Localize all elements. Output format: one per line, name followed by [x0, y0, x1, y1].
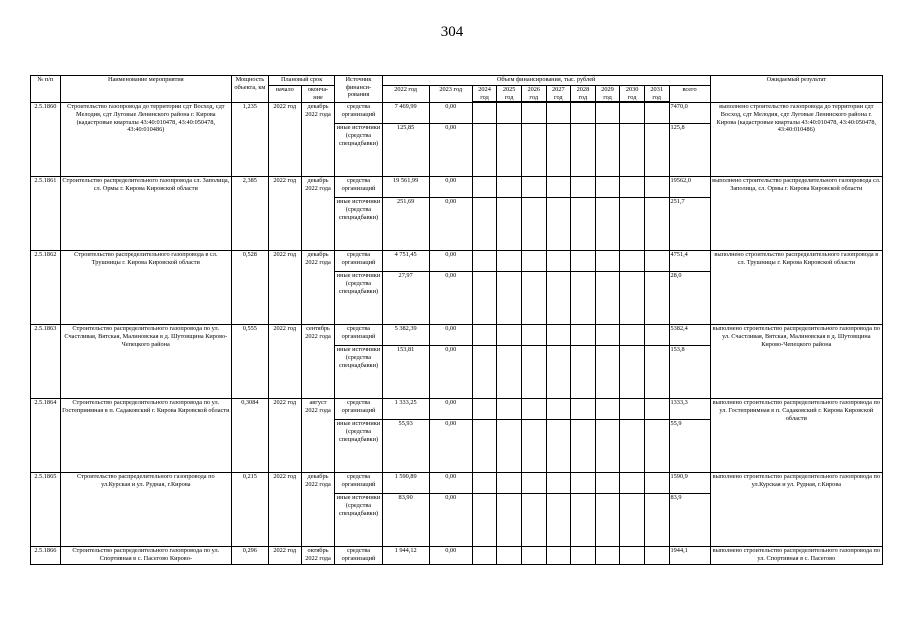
row-2023-2: 0,00	[429, 124, 472, 177]
row-source-2: иные источники (средства спецнадбавки)	[335, 346, 382, 399]
row-2022-2: 55,93	[382, 420, 429, 473]
row-name: Строительство распределительного газопровода сл. Заполица, сл. Ормы г. Кирова Кировской области	[60, 177, 231, 251]
financing-table	[30, 75, 883, 565]
row-total-1: 1944,1	[669, 547, 710, 565]
row-source-1: средства организаций	[335, 547, 382, 565]
row-2023-1: 0,00	[429, 399, 472, 420]
row-total-2: 28,0	[669, 272, 710, 325]
row-total-1: 7470,0	[669, 103, 710, 124]
header-start: начало	[268, 86, 301, 103]
row-capacity: 2,385	[231, 177, 268, 251]
table-header	[31, 76, 883, 103]
row-2022-1: 1 333,25	[382, 399, 429, 420]
row-num: 2.5.1860	[31, 103, 61, 177]
row-capacity: 0,296	[231, 547, 268, 565]
row-source-2: иные источники (средства спецнадбавки)	[335, 124, 382, 177]
header-2023: 2023 год	[429, 86, 472, 103]
row-2022-1: 5 382,39	[382, 325, 429, 346]
row-result: выполнено строительство распределительного газопровода по ул. Спортивная в с. Пасегово	[710, 547, 882, 565]
row-result: выполнено строительство распределительного газопровода в сл. Трушницы г. Кирова Кировской области	[710, 251, 882, 325]
header-volume: Объем финансирования, тыс. рублей	[382, 76, 710, 86]
row-end: декабрь 2022 года	[301, 473, 335, 547]
row-start: 2022 год	[268, 251, 301, 325]
row-num: 2.5.1861	[31, 177, 61, 251]
row-capacity: 0,215	[231, 473, 268, 547]
row-end: декабрь 2022 года	[301, 251, 335, 325]
header-2028: 2028 год	[571, 86, 596, 102]
header-result: Ожидаемый результат	[710, 76, 882, 103]
row-2023-1: 0,00	[429, 325, 472, 346]
header-2022: 2022 год	[382, 86, 429, 103]
row-num: 2.5.1863	[31, 325, 61, 399]
row-2023-2: 0,00	[429, 346, 472, 399]
row-2023-1: 0,00	[429, 177, 472, 198]
row-num: 2.5.1866	[31, 547, 61, 565]
row-total-1: 1590,9	[669, 473, 710, 494]
row-2022-1: 1 590,89	[382, 473, 429, 494]
row-end: декабрь 2022 года	[301, 103, 335, 177]
row-2023-2: 0,00	[429, 494, 472, 547]
row-name: Строительство распределительного газопровода по ул.Курская и ул. Рудная, г.Кирова	[60, 473, 231, 547]
row-total-1: 5382,4	[669, 325, 710, 346]
header-2027: 2027 год	[546, 86, 571, 102]
header-2031: 2031 год	[644, 86, 669, 102]
row-num: 2.5.1862	[31, 251, 61, 325]
row-2023-2: 0,00	[429, 198, 472, 251]
header-2029: 2029 год	[595, 86, 620, 102]
row-source-2: иные источники (средства спецнадбавки)	[335, 198, 382, 251]
row-source-2: иные источники (средства спецнадбавки)	[335, 494, 382, 547]
row-source-2: иные источники (средства спецнадбавки)	[335, 420, 382, 473]
row-num: 2.5.1865	[31, 473, 61, 547]
row-name: Строительство распределительного газопровода в сл. Трушницы г. Кирова Кировской области	[60, 251, 231, 325]
row-source-1: средства организаций	[335, 473, 382, 494]
row-capacity: 0,555	[231, 325, 268, 399]
row-2023-2: 0,00	[429, 420, 472, 473]
row-2023-2: 0,00	[429, 272, 472, 325]
header-name: Наименование мероприятия	[60, 76, 231, 103]
row-result: выполнено строительство газопровода до территории сдт Восход, сдт Мелодия, сдт Луговые Ленинского района г. Кирова (кадастровые кварталы 43:40:010478, 43:40:050478, 43:40:010486)	[710, 103, 882, 177]
page-number: 304	[440, 24, 464, 40]
row-total-1: 19562,0	[669, 177, 710, 198]
header-source: Источник финанси- рования	[335, 76, 382, 103]
row-total-2: 83,9	[669, 494, 710, 547]
row-end: сентябрь 2022 года	[301, 325, 335, 399]
row-end: август 2022 года	[301, 399, 335, 473]
row-2022-1: 4 751,45	[382, 251, 429, 272]
header-term: Плановый срок	[268, 76, 335, 86]
row-start: 2022 год	[268, 473, 301, 547]
row-2022-2: 27,97	[382, 272, 429, 325]
row-2022-2: 153,81	[382, 346, 429, 399]
row-2022-1: 1 944,12	[382, 547, 429, 565]
header-end: оконча- ние	[301, 86, 335, 103]
row-num: 2.5.1864	[31, 399, 61, 473]
row-source-1: средства организаций	[335, 251, 382, 272]
row-2023-1: 0,00	[429, 473, 472, 494]
row-result: выполнено строительство распределительного газопровода сл. Заполица, сл. Ормы г. Кирова Кировской области	[710, 177, 882, 251]
row-2023-1: 0,00	[429, 251, 472, 272]
row-2022-2: 251,69	[382, 198, 429, 251]
row-end: декабрь 2022 года	[301, 177, 335, 251]
row-name: Строительство распределительного газопровода по ул. Счастливая, Вятская, Малиновская в д. Шутовщина Кирово-Чепецкого района	[60, 325, 231, 399]
row-total-1: 1333,3	[669, 399, 710, 420]
row-capacity: 1,235	[231, 103, 268, 177]
row-start: 2022 год	[268, 103, 301, 177]
header-num: № п/п	[31, 76, 61, 103]
row-end: октябрь 2022 года	[301, 547, 335, 565]
row-2023-1: 0,00	[429, 103, 472, 124]
row-source-1: средства организаций	[335, 103, 382, 124]
row-total-2: 125,8	[669, 124, 710, 177]
row-start: 2022 год	[268, 177, 301, 251]
header-2026: 2026 год	[521, 86, 546, 102]
row-source-1: средства организаций	[335, 177, 382, 198]
header-2025: 2025 год	[497, 86, 522, 102]
row-2022-1: 7 469,99	[382, 103, 429, 124]
row-name: Строительство газопровода до территории сдт Восход, сдт Мелодия, сдт Луговые Ленинского района г. Кирова (кадастровые кварталы 43:40:010478, 43:40:050478, 43:40:010486)	[60, 103, 231, 177]
header-total: всего	[669, 86, 710, 103]
row-2022-2: 83,90	[382, 494, 429, 547]
row-capacity: 0,3084	[231, 399, 268, 473]
row-source-1: средства организаций	[335, 399, 382, 420]
row-result: выполнено строительство распределительного газопровода по ул. Счастливая, Вятская, Малиновская в д. Шутовщина Кирово-Чепецкого района	[710, 325, 882, 399]
row-total-2: 153,8	[669, 346, 710, 399]
header-2030: 2030 год	[620, 86, 645, 102]
row-result: выполнено строительство распределительного газопровода по ул. Гостеприимная в п. Садаковский г. Кирова Кировской области	[710, 399, 882, 473]
row-name: Строительство распределительного газопровода по ул. Спортивная в с. Пасегово Кирово-	[60, 547, 231, 565]
row-source-2: иные источники (средства спецнадбавки)	[335, 272, 382, 325]
row-total-2: 55,9	[669, 420, 710, 473]
row-total-2: 251,7	[669, 198, 710, 251]
header-2024: 2024 год	[472, 86, 497, 102]
row-total-1: 4751,4	[669, 251, 710, 272]
row-result: выполнено строительство распределительного газопровода по ул.Курская и ул. Рудная, г.Кирова	[710, 473, 882, 547]
row-source-1: средства организаций	[335, 325, 382, 346]
row-start: 2022 год	[268, 547, 301, 565]
row-2022-2: 125,85	[382, 124, 429, 177]
row-start: 2022 год	[268, 399, 301, 473]
row-capacity: 0,528	[231, 251, 268, 325]
row-start: 2022 год	[268, 325, 301, 399]
header-capacity: Мощность объекта, км	[231, 76, 268, 103]
row-2023-1: 0,00	[429, 547, 472, 565]
row-2022-1: 19 561,99	[382, 177, 429, 198]
row-name: Строительство распределительного газопровода по ул. Гостеприимная в п. Садаковский г. Кирова Кировской области	[60, 399, 231, 473]
